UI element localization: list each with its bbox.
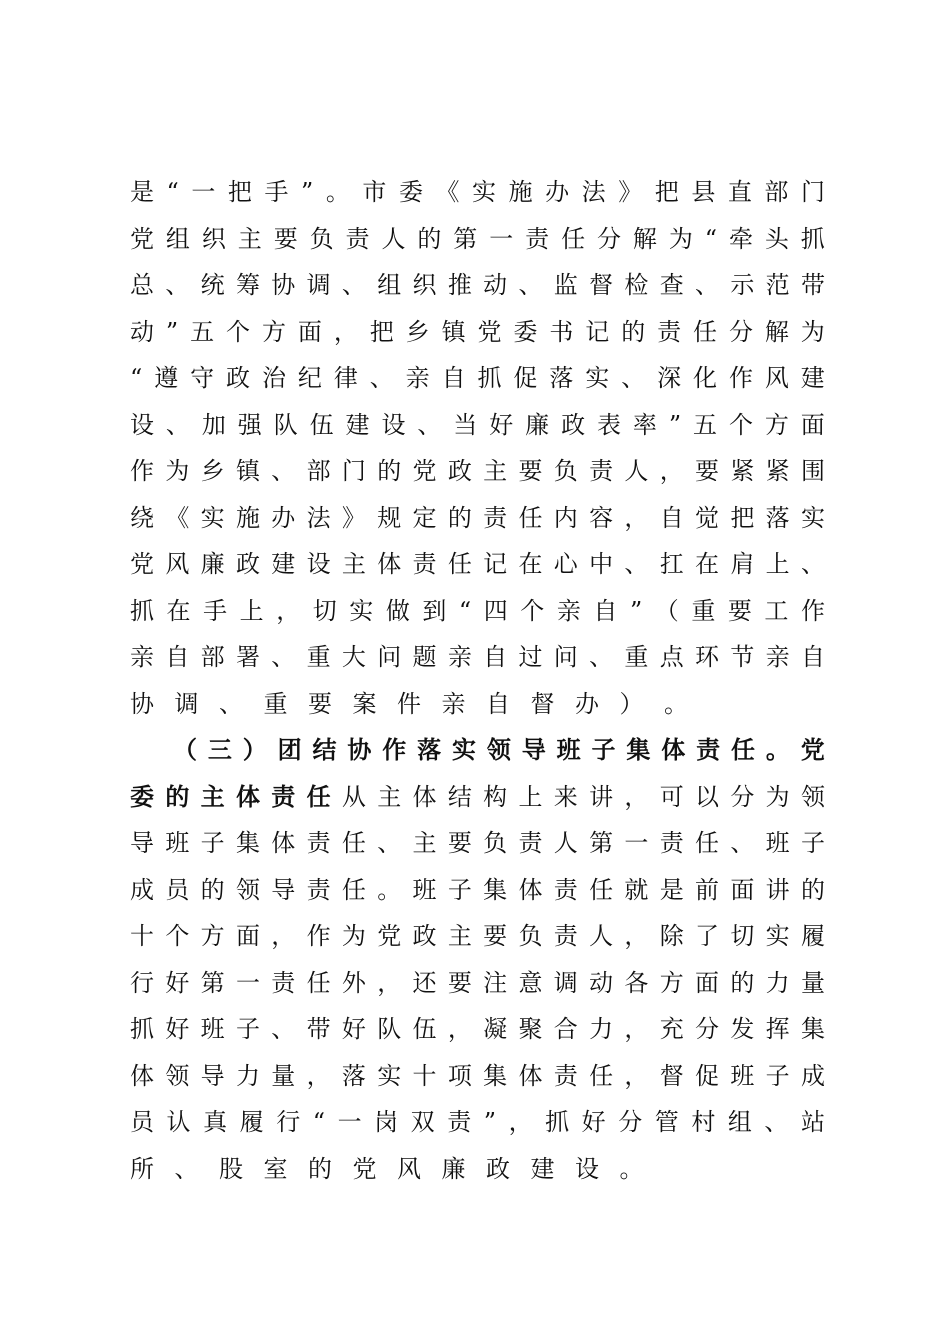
text-line: 设 、 加 强 队 伍 建 设 、 当 好 廉 政 表 率 ” 五 个 方 面	[130, 410, 825, 439]
text-line: 导 班 子 集 体 责 任 、 主 要 负 责 人 第 一 责 任 、 班 子	[130, 829, 825, 857]
text-line: 党 风 廉 政 建 设 主 体 责 任 记 在 心 中 、 扛 在 肩 上 、	[130, 550, 825, 578]
text-line-mixed: 委 的 主 体 责 任 从 主 体 结 构 上 来 讲 ， 可 以 分 为 领	[130, 781, 825, 811]
text-line: 员 认 真 履 行 “ 一 岗 双 责 ” ， 抓 好 分 管 村 组 、 站	[130, 1108, 825, 1136]
text-line: 总 、 统 筹 协 调 、 组 织 推 动 、 监 督 检 查 、 示 范 带	[130, 271, 825, 299]
text-line: 亲 自 部 署 、 重 大 问 题 亲 自 过 问 、 重 点 环 节 亲 自	[130, 643, 825, 671]
text-line: 行 好 第 一 责 任 外 ， 还 要 注 意 调 动 各 方 面 的 力 量	[130, 968, 825, 997]
section-heading: （ 三 ） 团 结 协 作 落 实 领 导 班 子 集 体 责 任 。 党	[173, 735, 825, 764]
text-line: 成 员 的 领 导 责 任 。 班 子 集 体 责 任 就 是 前 面 讲 的	[130, 875, 825, 904]
text-line: 绕 《 实 施 办 法 》 规 定 的 责 任 内 容 ， 自 觉 把 落 实	[130, 503, 825, 532]
text-line: 动 ” 五 个 方 面 ， 把 乡 镇 党 委 书 记 的 责 任 分 解 为	[130, 317, 825, 346]
text-line: 十 个 方 面 ， 作 为 党 政 主 要 负 责 人 ， 除 了 切 实 履	[130, 922, 825, 950]
text-line: 协 调 、 重 要 案 件 亲 自 督 办 ） 。	[130, 689, 688, 718]
text-line: 作 为 乡 镇 、 部 门 的 党 政 主 要 负 责 人 ， 要 紧 紧 围	[130, 457, 825, 485]
text-line: 体 领 导 力 量 ， 落 实 十 项 集 体 责 任 ， 督 促 班 子 成	[130, 1061, 825, 1090]
body-text	[130, 169, 825, 1192]
text-line: 所 、 股 室 的 党 风 廉 政 建 设 。	[130, 1154, 644, 1183]
text-line: 党 组 织 主 要 负 责 人 的 第 一 责 任 分 解 为 “ 牵 头 抓	[130, 224, 825, 253]
text-line: 抓 好 班 子 、 带 好 队 伍 ， 凝 聚 合 力 ， 充 分 发 挥 集	[130, 1015, 825, 1043]
text-line: 是 “ 一 把 手 ” 。 市 委 《 实 施 办 法 》 把 县 直 部 门	[130, 178, 825, 206]
text-line: 抓 在 手 上 ， 切 实 做 到 “ 四 个 亲 自 ” （ 重 要 工 作	[130, 596, 825, 625]
text-line: “ 遵 守 政 治 纪 律 、 亲 自 抓 促 落 实 、 深 化 作 风 建	[130, 364, 825, 392]
